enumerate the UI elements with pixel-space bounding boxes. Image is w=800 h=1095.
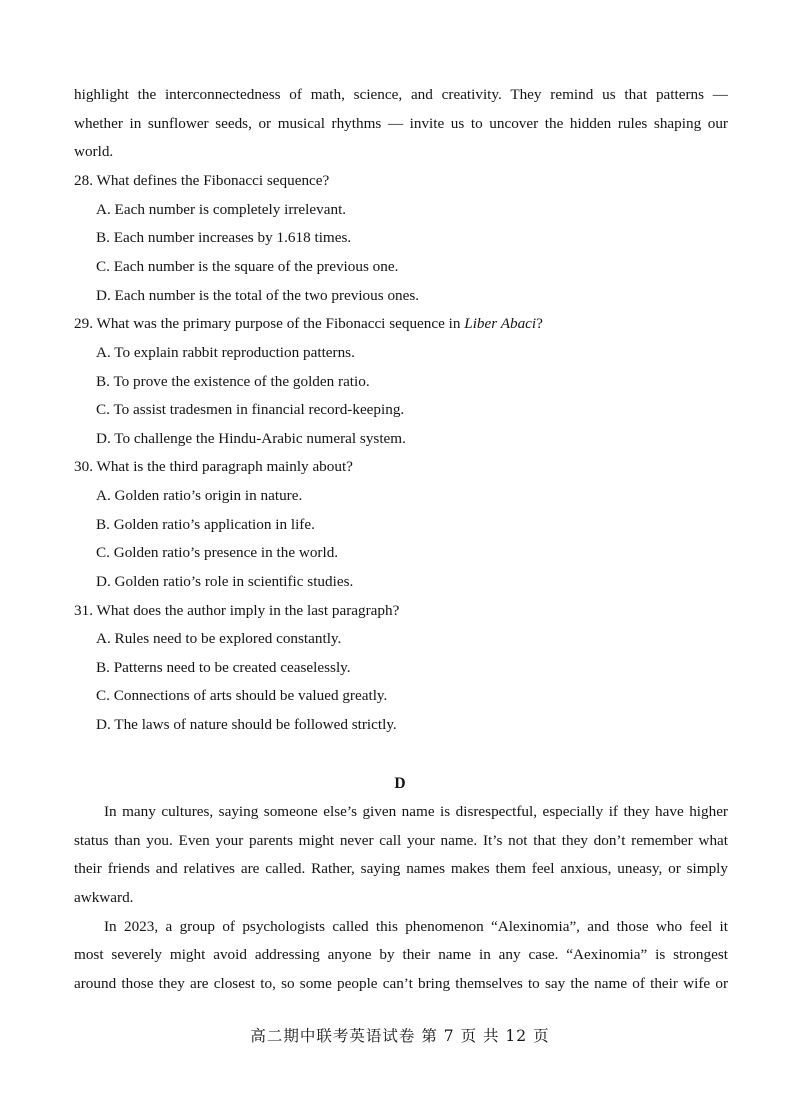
- intro-line: world.: [74, 143, 114, 160]
- passage-line: most severely might avoid addressing anyone by their name in any case. “Aexinomia” is strongest: [74, 946, 728, 963]
- answer-option: B. Each number increases by 1.618 times.: [96, 229, 352, 246]
- passage-line: In many cultures, saying someone else’s given name is disrespectful, especially if they have higher: [104, 803, 728, 820]
- answer-option: D. To challenge the Hindu-Arabic numeral system.: [96, 430, 406, 447]
- section-heading: D: [394, 775, 406, 792]
- question-stem: 28. What defines the Fibonacci sequence?: [74, 172, 330, 189]
- page-footer: 高二期中联考英语试卷 第 7 页 共 12 页: [250, 1027, 550, 1045]
- answer-option: B. Patterns need to be created ceaselessly.: [96, 659, 351, 676]
- answer-option: B. Golden ratio’s application in life.: [96, 516, 315, 533]
- answer-option: A. Rules need to be explored constantly.: [96, 630, 342, 647]
- answer-option: A. Each number is completely irrelevant.: [96, 201, 347, 218]
- question-stem-text: 29. What was the primary purpose of the Fibonacci sequence in: [74, 315, 465, 332]
- passage-line: In 2023, a group of psychologists called this phenomenon “Alexinomia”, and those who feel it: [104, 918, 728, 935]
- answer-option: C. To assist tradesmen in financial record-keeping.: [96, 401, 405, 418]
- answer-option: C. Each number is the square of the previous one.: [96, 258, 399, 275]
- answer-option: D. Each number is the total of the two previous ones.: [96, 287, 420, 304]
- book-title: Liber Abaci: [464, 315, 537, 332]
- answer-option: A. Golden ratio’s origin in nature.: [96, 487, 303, 504]
- answer-option: C. Golden ratio’s presence in the world.: [96, 544, 339, 561]
- passage-line: status than you. Even your parents might never call your name. It’s not that they don’t remember what: [74, 832, 728, 849]
- answer-option: D. The laws of nature should be followed strictly.: [96, 716, 397, 733]
- question-stem-end: ?: [536, 315, 543, 332]
- question-stem: 30. What is the third paragraph mainly about?: [74, 458, 353, 475]
- question-stem: [74, 314, 543, 334]
- intro-line: highlight the interconnectedness of math, science, and creativity. They remind us that patterns —: [74, 86, 728, 103]
- answer-option: D. Golden ratio’s role in scientific studies.: [96, 573, 354, 590]
- answer-option: A. To explain rabbit reproduction patterns.: [96, 344, 355, 361]
- intro-line: whether in sunflower seeds, or musical rhythms — invite us to uncover the hidden rules shaping our: [74, 115, 728, 132]
- passage-line: awkward.: [74, 889, 134, 906]
- answer-option: B. To prove the existence of the golden ratio.: [96, 373, 370, 390]
- answer-option: C. Connections of arts should be valued greatly.: [96, 687, 388, 704]
- passage-line: their friends and relatives are called. Rather, saying names makes them feel anxious, uneasy, or simply: [74, 860, 728, 877]
- passage-line: around those they are closest to, so some people can’t bring themselves to say the name of their wife or: [74, 975, 728, 992]
- question-stem: 31. What does the author imply in the last paragraph?: [74, 602, 400, 619]
